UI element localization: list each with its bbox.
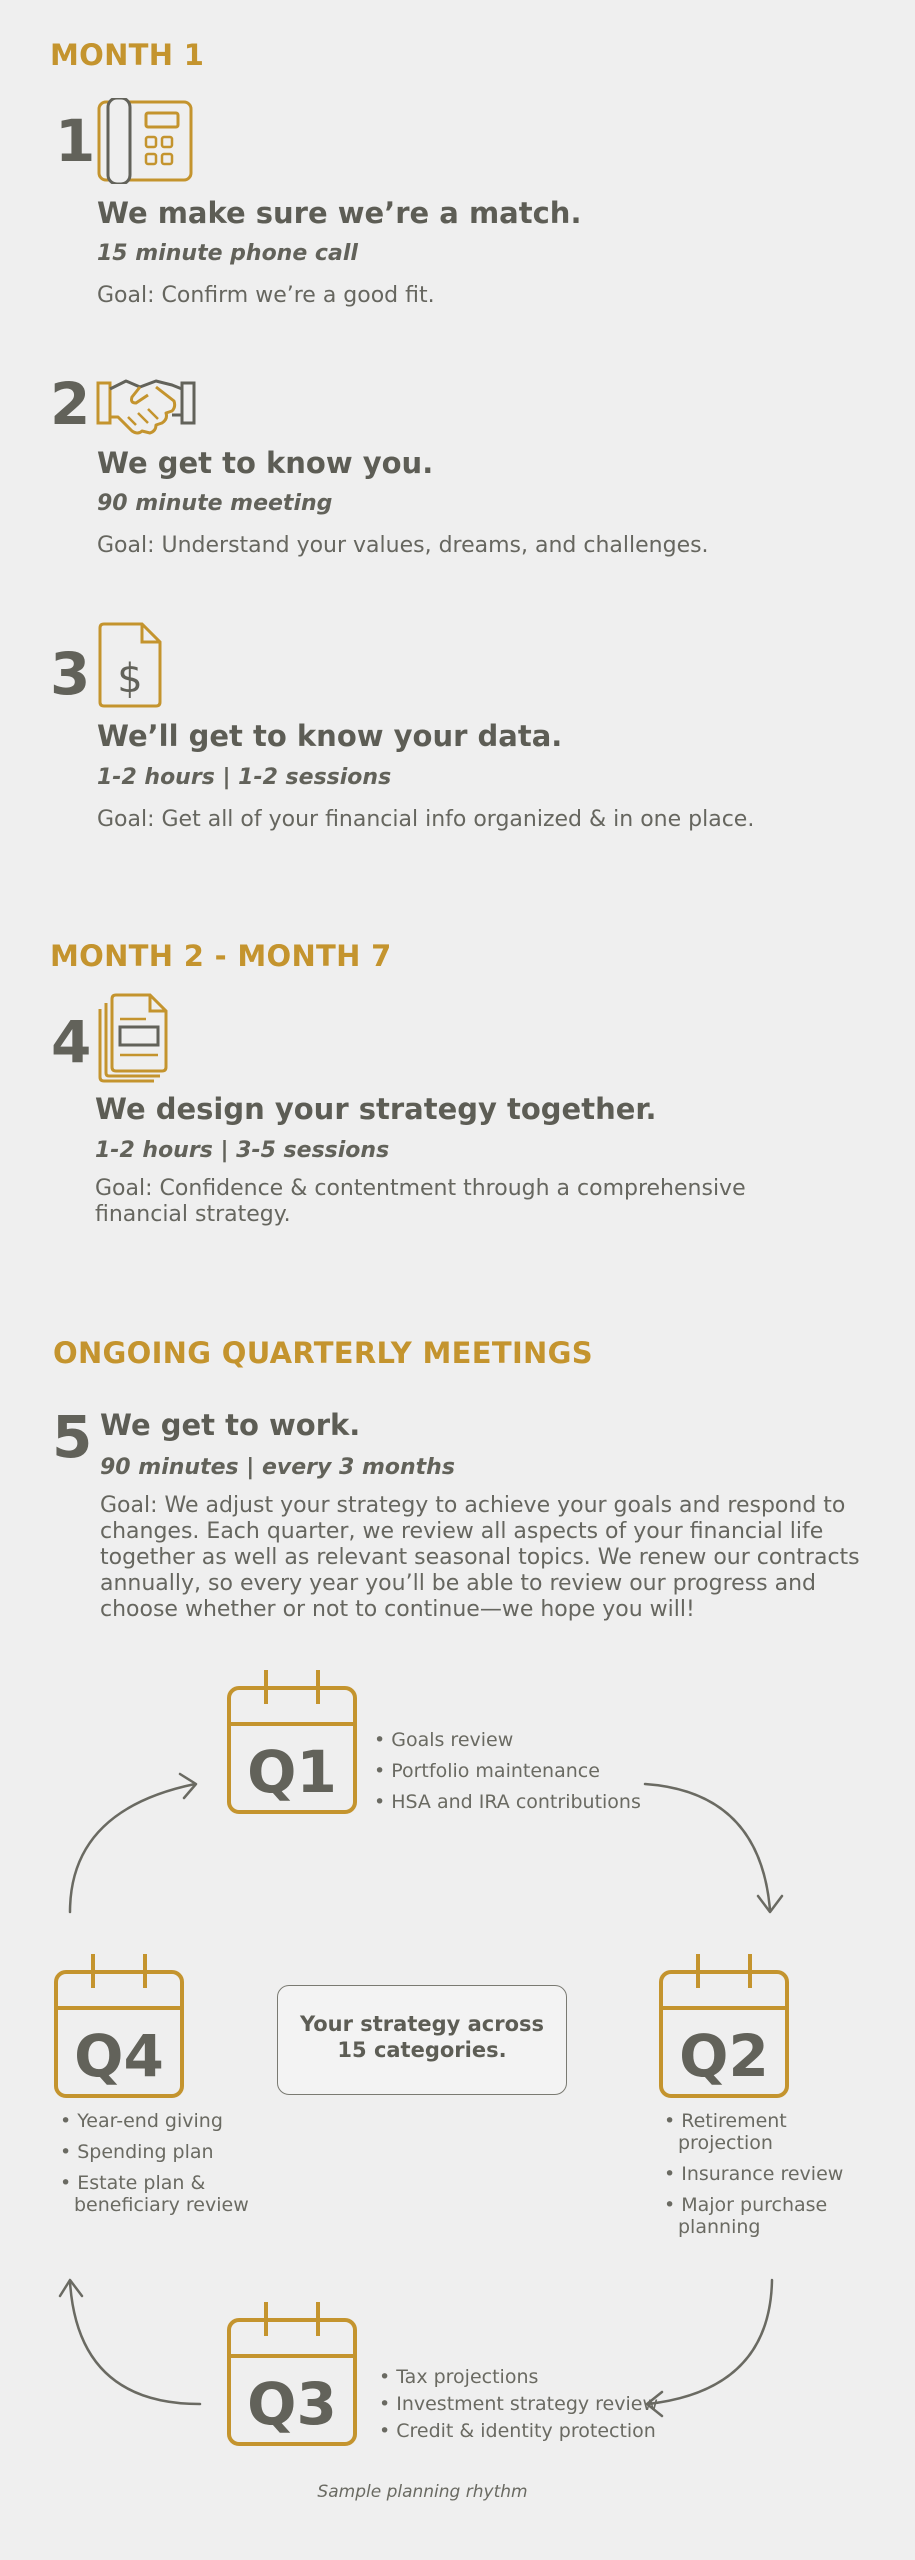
svg-text:$: $ <box>117 656 143 702</box>
diagram-caption: Sample planning rhythm <box>317 2482 528 2502</box>
quarter-label-q1: Q1 <box>247 1738 337 1806</box>
section-heading-month-1: MONTH 1 <box>50 38 205 72</box>
step-title-2: We get to know you. <box>97 446 434 480</box>
q4-topic-item: • Spending plan <box>60 2141 260 2163</box>
phone-icon <box>96 98 196 184</box>
strategy-summary-box <box>277 1985 567 2095</box>
calendar-q3-icon <box>226 2300 358 2448</box>
q2-topic-list <box>664 2110 844 2247</box>
step-goal-5-line-2: changes. Each quarter, we review all aspects of your financial life <box>100 1519 824 1544</box>
step-goal-5-line-5: choose whether or not to continue—we hope you will! <box>100 1597 695 1622</box>
q1-topic-item: • Goals review <box>374 1725 641 1756</box>
q4-topic-list <box>60 2110 260 2225</box>
quarter-label-q2: Q2 <box>679 2022 769 2090</box>
step-number-1: 1 <box>55 107 96 175</box>
dollar-document-icon <box>96 622 164 710</box>
quarter-label-q3: Q3 <box>247 2370 337 2438</box>
step-goal-5-line-1: Goal: We adjust your strategy to achieve your goals and respond to <box>100 1493 846 1518</box>
calendar-q4-icon <box>53 1952 185 2100</box>
step-number-2: 2 <box>50 370 91 438</box>
step-goal-2: Goal: Understand your values, dreams, and challenges. <box>97 533 709 558</box>
section-heading-quarterly: ONGOING QUARTERLY MEETINGS <box>53 1336 593 1370</box>
q1-topic-list <box>374 1725 641 1818</box>
documents-icon <box>98 993 170 1083</box>
step-title-4: We design your strategy together. <box>95 1092 657 1126</box>
step-title-5: We get to work. <box>100 1408 361 1442</box>
step-title-1: We make sure we’re a match. <box>97 196 582 230</box>
quarter-label-q4: Q4 <box>74 2022 164 2090</box>
step-number-5: 5 <box>52 1403 93 1471</box>
arrow-q4-to-q1 <box>70 1784 195 1912</box>
step-subtitle-1: 15 minute phone call <box>97 241 358 266</box>
step-goal-3: Goal: Get all of your financial info organized & in one place. <box>97 807 755 832</box>
q1-topic-item: • Portfolio maintenance <box>374 1756 641 1787</box>
q4-topic-item: • Year-end giving <box>60 2110 260 2132</box>
q2-topic-item: • Major purchase planning <box>664 2194 844 2238</box>
q3-topic-list <box>379 2364 658 2445</box>
step-goal-5-line-4: annually, so every year you’ll be able to review our progress and <box>100 1571 816 1596</box>
step-subtitle-4: 1-2 hours | 3-5 sessions <box>95 1138 390 1163</box>
q2-topic-item: • Insurance review <box>664 2163 844 2185</box>
q4-topic-item: • Estate plan & beneficiary review <box>60 2172 260 2216</box>
strategy-summary-line-2: 15 categories. <box>337 2038 507 2062</box>
q3-topic-item: • Credit & identity protection <box>379 2418 658 2445</box>
q1-topic-item: • HSA and IRA contributions <box>374 1787 641 1818</box>
step-subtitle-3: 1-2 hours | 1-2 sessions <box>97 765 392 790</box>
handshake-icon <box>96 373 196 437</box>
step-subtitle-2: 90 minute meeting <box>97 491 333 516</box>
step-title-3: We’ll get to know your data. <box>97 719 563 753</box>
strategy-summary-line-1: Your strategy across <box>299 2012 545 2036</box>
calendar-q1-icon <box>226 1668 358 1816</box>
arrow-q2-to-q3 <box>648 2280 772 2404</box>
step-number-3: 3 <box>50 640 91 708</box>
q2-topic-item: • Retirement projection <box>664 2110 844 2154</box>
q3-topic-item: • Tax projections <box>379 2364 658 2391</box>
step-goal-4-line-2: financial strategy. <box>95 1202 291 1227</box>
step-goal-5-line-3: together as well as relevant seasonal topics. We renew our contracts <box>100 1545 860 1570</box>
calendar-q2-icon <box>658 1952 790 2100</box>
arrow-q3-to-q4 <box>70 2282 200 2404</box>
q3-topic-item: • Investment strategy review <box>379 2391 658 2418</box>
step-subtitle-5: 90 minutes | every 3 months <box>100 1455 455 1480</box>
section-heading-month-2-7: MONTH 2 - MONTH 7 <box>50 939 392 973</box>
step-goal-1: Goal: Confirm we’re a good fit. <box>97 283 435 308</box>
step-number-4: 4 <box>51 1008 92 1076</box>
arrow-q1-to-q2 <box>645 1784 770 1910</box>
step-goal-4-line-1: Goal: Confidence & contentment through a comprehensive <box>95 1176 746 1201</box>
